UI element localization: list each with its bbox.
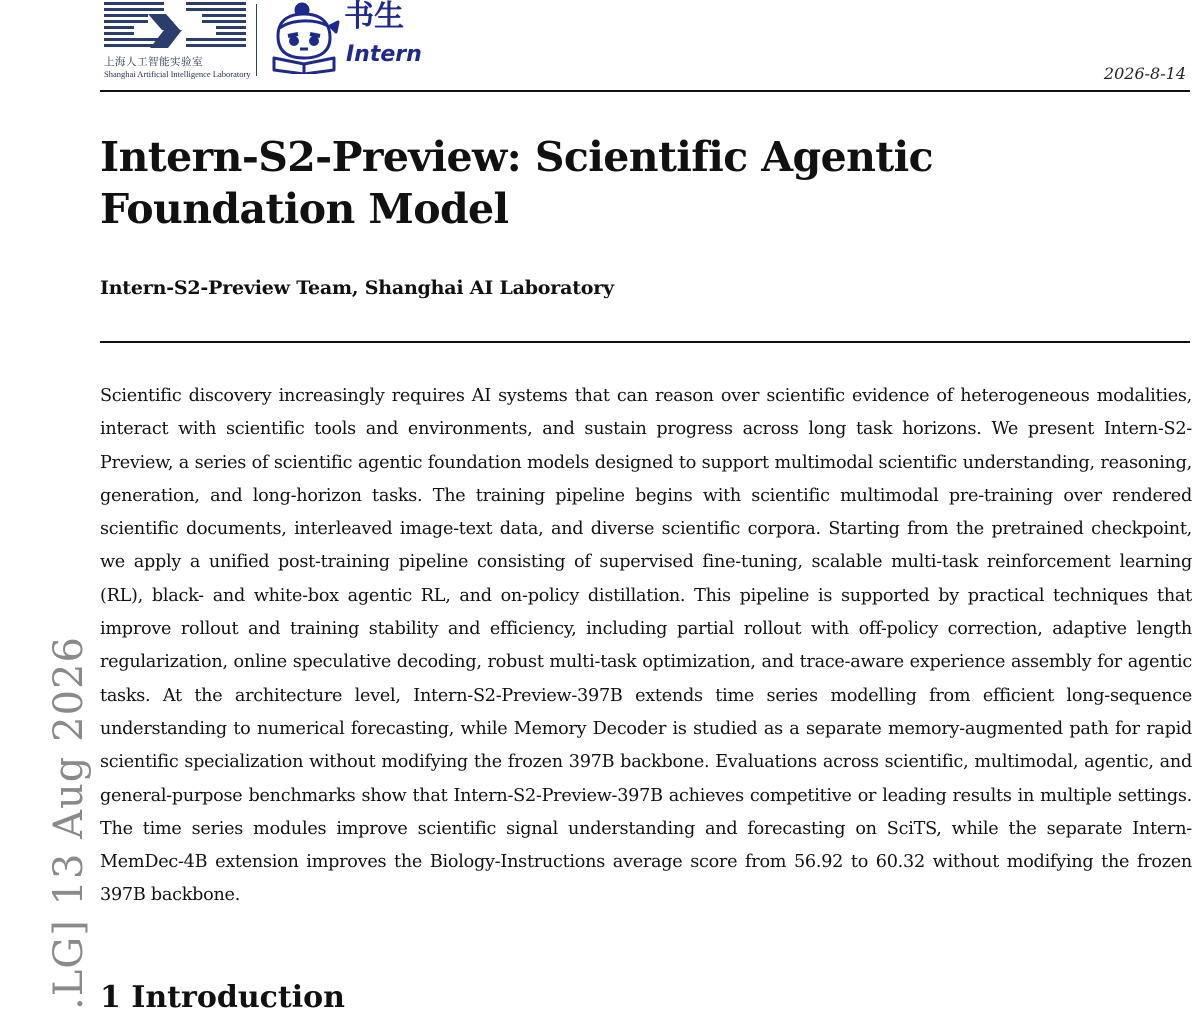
section-heading-introduction: 1 Introduction <box>100 980 345 1015</box>
paper-authors: Intern-S2-Preview Team, Shanghai AI Laboratory <box>100 277 614 299</box>
lab-name-chinese: 上海人工智能实验室 <box>104 56 203 68</box>
publication-date: 2026-8-14 <box>1103 64 1186 83</box>
shanghai-ai-lab-mark-icon <box>104 0 246 52</box>
page-header <box>100 0 1190 92</box>
abstract-text: Scientific discovery increasingly requires AI systems that can reason over scientific evidence of heterogeneous modalities, interact with scientific tools and environments, and sustain progress across long task horizons. We present Intern-S2-Preview, a series of scientific agentic foundation models designed to support multimodal scientific understanding, reasoning, generation, and long-horizon tasks. The training pipeline begins with scientific multimodal pre-training over rendered scientific documents, interleaved image-text data, and diverse scientific corpora. Starting from the pretrained checkpoint, we apply a unified post-training pipeline consisting of supervised fine-tuning, scalable multi-task reinforcement learning (RL), black- and white-box agentic RL, and on-policy distillation. This pipeline is supported by practical techniques that improve rollout and training stability and efficiency, including partial rollout with off-policy correction, adaptive length regularization, online speculative decoding, robust multi-task optimization, and trace-aware experience assembly for agentic tasks. At the architecture level, Intern-S2-Preview-397B extends time series modelling from efficient long-sequence understanding to numerical forecasting, while Memory Decoder is studied as a separate memory-augmented path for rapid scientific specialization without modifying the frozen 397B backbone. Evaluations across scientific, multimodal, agentic, and general-purpose benchmarks show that Intern-S2-Preview-397B achieves competitive or leading results in multiple settings. The time series modules improve scientific signal understanding and forecasting on SciTS, while the separate Intern-MemDec-4B extension improves the Biology-Instructions average score from 56.92 to 60.32 without modifying the frozen 397B backbone. <box>100 386 1192 906</box>
intern-logo <box>270 0 430 80</box>
title-divider <box>100 341 1190 343</box>
lab-name-english: Shanghai Artificial Intelligence Laboratory <box>104 69 251 79</box>
paper-title: Intern-S2-Preview: Scientific Agentic Foundation Model <box>100 133 933 233</box>
intern-name-english: Intern <box>346 42 422 67</box>
shanghai-ai-lab-logo <box>104 0 251 82</box>
intern-name-chinese: 书生 <box>344 0 404 34</box>
logo-divider <box>256 4 257 76</box>
arxiv-side-stamp: .LG] 13 Aug 2026 <box>46 636 92 1010</box>
intern-mascot-icon <box>270 2 340 74</box>
